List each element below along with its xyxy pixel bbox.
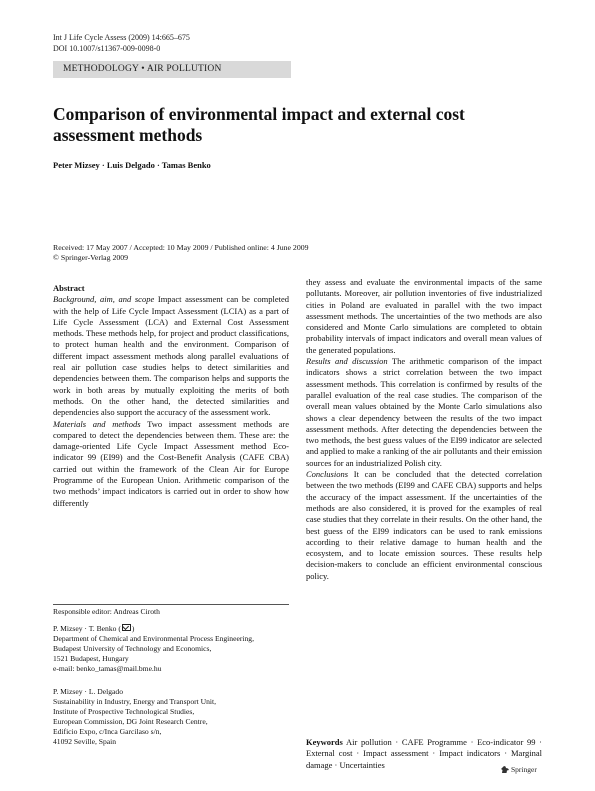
affiliation-1-line: 1521 Budapest, Hungary: [53, 654, 129, 663]
conclusions-text: It can be concluded that the detected correlation between the two methods (EI99 and CAFE CBA) supports and helps the accuracy of the impact assessment. If the uncertainties of the methods are also considered, it is proved for the examples of real case studies that they correlate in their results. On the other hand, the best guess of the EI99 indicators can be used to rank emissions according to their relative damage to human health and the ecosystem, and to locate emission sources. These results help decision-makers to conclude an efficient environmental conscious policy.: [306, 469, 542, 581]
journal-reference: Int J Life Cycle Assess (2009) 14:665–675: [53, 33, 190, 42]
keywords-heading: Keywords: [306, 737, 343, 747]
results-label: Results and discussion: [306, 356, 388, 367]
author-list: Peter Mizsey · Luis Delgado · Tamas Benko: [53, 160, 211, 170]
publisher-logo: [500, 765, 537, 774]
journal-citation: [53, 32, 190, 54]
history-dates: Received: 17 May 2007 / Accepted: 10 May 2009 / Published online: 4 June 2009: [53, 243, 309, 252]
article-title: [53, 104, 523, 146]
doi: DOI 10.1007/s11367-009-0098-0: [53, 44, 161, 53]
abstract-heading: Abstract: [53, 283, 85, 293]
responsible-editor: Responsible editor: Andreas Ciroth: [53, 607, 160, 616]
springer-horse-icon: [500, 765, 510, 774]
affiliation-2-line: Institute of Prospective Technological Studies,: [53, 707, 195, 716]
corresponding-email[interactable]: e-mail: benko_tamas@mail.bme.hu: [53, 664, 162, 673]
abstract-right-column: [306, 277, 542, 582]
affiliation-2-line: 41092 Seville, Spain: [53, 737, 117, 746]
affiliation-2-names: P. Mizsey · L. Delgado: [53, 687, 124, 696]
keywords-list: Air pollution · CAFE Programme · Eco-indicator 99 · External cost · Impact assessment · Impact indicators · Marginal damage · Uncertainties: [306, 737, 542, 770]
title-line-2: assessment methods: [53, 125, 203, 145]
article-dates: [53, 243, 309, 263]
methods-label: Materials and methods: [53, 418, 141, 429]
affiliation-2-line: Sustainability in Industry, Energy and Transport Unit,: [53, 697, 217, 706]
affiliation-2: [53, 687, 216, 747]
affiliation-1-line: Budapest University of Technology and Economics,: [53, 644, 212, 653]
title-line-1: Comparison of environmental impact and external cost: [53, 104, 465, 124]
section-label: METHODOLOGY • AIR POLLUTION: [63, 64, 222, 74]
methods-text: Two impact assessment methods are compared to detect the dependencies between them. These are: the damage-oriented Life Cycle Impact Assessment method Eco-indicator 99 (EI99) and the Cost-Benefit Analysis (CAFE CBA) carried out within the framework of the Clean Air for Europe Programme of the European Union. Arithmetic comparison of the two methods’ impact indicators is carried out in order to show how differently: [53, 418, 289, 508]
affiliation-2-line: European Commission, DG Joint Research Centre,: [53, 717, 208, 726]
background-label: Background, aim, and scope: [53, 294, 155, 305]
publisher-name: Springer: [511, 765, 537, 774]
conclusions-label: Conclusions: [306, 469, 349, 480]
background-text: Impact assessment can be completed with the help of Life Cycle Impact Assessment (LCIA) as a part of Life Cycle Assessment (LCA) and External Cost Assessment methods. These methods help, for project and product classifications, to protect human health and the environment. Comparison of different impact assessment methods along parallel evaluations of real air pollution case studies helps to detect similarities and dependencies between them. The comparison helps and supports the work in both areas by mutually exploiting the merits of both methods. On the other hand, the detected similarities and dependencies also support the accuracy of the assessment work.: [53, 294, 289, 418]
results-text: The arithmetic comparison of the impact indicators shows a strict correlation between the two impact assessment methods. This correlation is confirmed by results of the parallel evaluation of the real case studies. The comparison of the overall mean values obtained by the Monte Carlo simulations also shows a clear dependency between the results of the two impact assessment methods. After detecting the dependencies between the two methods, the best guess values of the EI99 indicator are selected and applied to make a ranking of the air pollutants and their emission sources for an industrialized Polish city.: [306, 356, 542, 468]
affiliation-2-line: Edificio Expo, c/Inca Garcilaso s/n,: [53, 727, 162, 736]
abstract-left-column: [53, 283, 289, 509]
affiliation-1-line: Department of Chemical and Environmental Process Engineering,: [53, 634, 254, 643]
methods-text-continued: they assess and evaluate the environmental impacts of the same pollutants. Moreover, air pollution inventories of five industrialized cities in Poland are evaluated in parallel with the two impact assessment methods. The uncertainties of the two methods are also considered and Monte Carlo simulations are completed to obtain probability intervals of impact indicators and overall mean values of the generated populations.: [306, 277, 542, 355]
copyright: © Springer-Verlag 2009: [53, 253, 129, 262]
affiliation-1-names: P. Mizsey · T. Benko ( ): [53, 624, 135, 633]
footnote-divider: [53, 604, 289, 605]
affiliation-1: [53, 624, 254, 674]
envelope-icon: [122, 624, 131, 631]
